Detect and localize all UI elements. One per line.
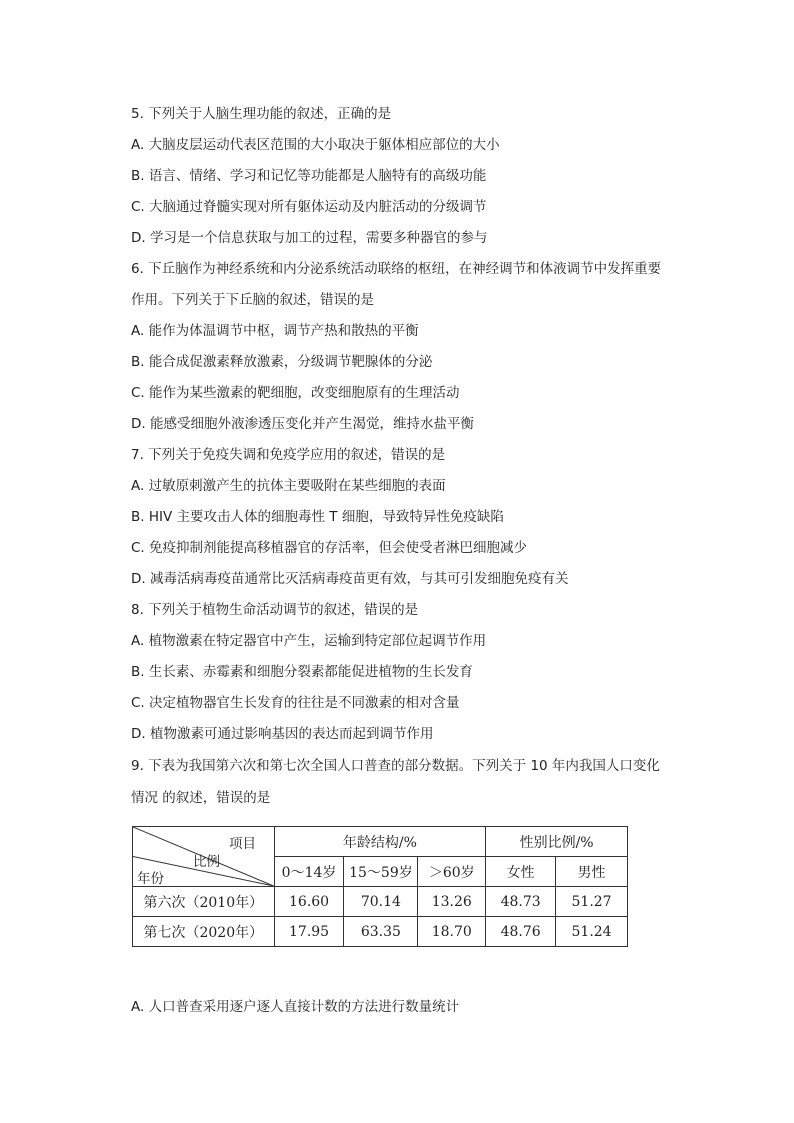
table-cell: 51.27 — [556, 887, 628, 917]
question-9-stem-line1: 9. 下表为我国第六次和第七次全国人口普查的部分数据。下列关于 10 年内我国人口变化 — [131, 758, 660, 774]
q8-option-a: A. 植物激素在特定器官中产生，运输到特定部位起调节作用 — [131, 633, 487, 649]
census-table — [132, 826, 628, 947]
age-structure-header: 年龄结构/% — [274, 827, 486, 857]
question-6-stem-line1: 6. 下丘脑作为神经系统和内分泌系统活动联络的枢纽，在神经调节和体液调节中发挥重要 — [131, 261, 662, 277]
table-cell: 17.95 — [274, 917, 344, 947]
table-cell: 13.26 — [418, 887, 486, 917]
table-row — [133, 887, 628, 917]
q8-option-c: C. 决定植物器官生长发育的往往是不同激素的相对含量 — [131, 695, 460, 711]
question-7-stem: 7. 下列关于免疫失调和免疫学应用的叙述，错误的是 — [131, 447, 446, 463]
table-cell: 70.14 — [344, 887, 418, 917]
question-9-stem-line2: 情况 的叙述，错误的是 — [131, 790, 271, 806]
question-6-stem-line2: 作用。下列关于下丘脑的叙述，错误的是 — [131, 292, 374, 308]
q8-option-d: D. 植物激素可通过影响基因的表达而起到调节作用 — [131, 726, 434, 742]
table-cell: 18.70 — [418, 917, 486, 947]
q6-option-a: A. 能作为体温调节中枢，调节产热和散热的平衡 — [131, 323, 419, 339]
table-cell: 48.73 — [486, 887, 556, 917]
corner-ratio-label: 比例 — [193, 854, 220, 870]
table-cell: 16.60 — [274, 887, 344, 917]
row-year: 第七次（2020年） — [133, 917, 275, 947]
table-row — [133, 917, 628, 947]
q8-option-b: B. 生长素、赤霉素和细胞分裂素都能促进植物的生长发育 — [131, 664, 473, 680]
subheader-age-60plus: ＞60岁 — [418, 857, 486, 887]
table-cell: 63.35 — [344, 917, 418, 947]
table-cell: 48.76 — [486, 917, 556, 947]
q7-option-b: B. HIV 主要攻击人体的细胞毒性 T 细胞，导致特异性免疫缺陷 — [131, 509, 504, 525]
q6-option-b: B. 能合成促激素释放激素，分级调节靶腺体的分泌 — [131, 354, 433, 370]
q5-option-a: A. 大脑皮层运动代表区范围的大小取决于躯体相应部位的大小 — [131, 137, 500, 153]
question-8-stem: 8. 下列关于植物生命活动调节的叙述，错误的是 — [131, 602, 419, 618]
subheader-age-0-14: 0～14岁 — [274, 857, 344, 887]
question-5-stem: 5. 下列关于人脑生理功能的叙述，正确的是 — [131, 106, 392, 122]
subheader-male: 男性 — [556, 857, 628, 887]
subheader-female: 女性 — [486, 857, 556, 887]
q5-option-c: C. 大脑通过脊髓实现对所有躯体运动及内脏活动的分级调节 — [131, 199, 487, 215]
q6-option-d: D. 能感受细胞外液渗透压变化并产生渴觉，维持水盐平衡 — [131, 416, 474, 432]
q7-option-a: A. 过敏原刺激产生的抗体主要吸附在某些细胞的表面 — [131, 478, 446, 494]
q7-option-d: D. 减毒活病毒疫苗通常比灭活病毒疫苗更有效，与其可引发细胞免疫有关 — [131, 571, 569, 587]
corner-year-label: 年份 — [137, 871, 164, 887]
subheader-age-15-59: 15～59岁 — [344, 857, 418, 887]
corner-item-label: 项目 — [229, 836, 256, 852]
q7-option-c: C. 免疫抑制剂能提高移植器官的存活率，但会使受者淋巴细胞减少 — [131, 540, 528, 556]
q5-option-d: D. 学习是一个信息获取与加工的过程，需要多种器官的参与 — [131, 230, 488, 246]
table-cell: 51.24 — [556, 917, 628, 947]
q5-option-b: B. 语言、情绪、学习和记忆等功能都是人脑特有的高级功能 — [131, 168, 487, 184]
row-year: 第六次（2010年） — [133, 887, 275, 917]
q6-option-c: C. 能作为某些激素的靶细胞，改变细胞原有的生理活动 — [131, 385, 460, 401]
table-corner-header — [133, 827, 275, 887]
q9-option-a: A. 人口普查采用逐户逐人直接计数的方法进行数量统计 — [131, 999, 460, 1015]
sex-ratio-header: 性别比例/% — [486, 827, 628, 857]
